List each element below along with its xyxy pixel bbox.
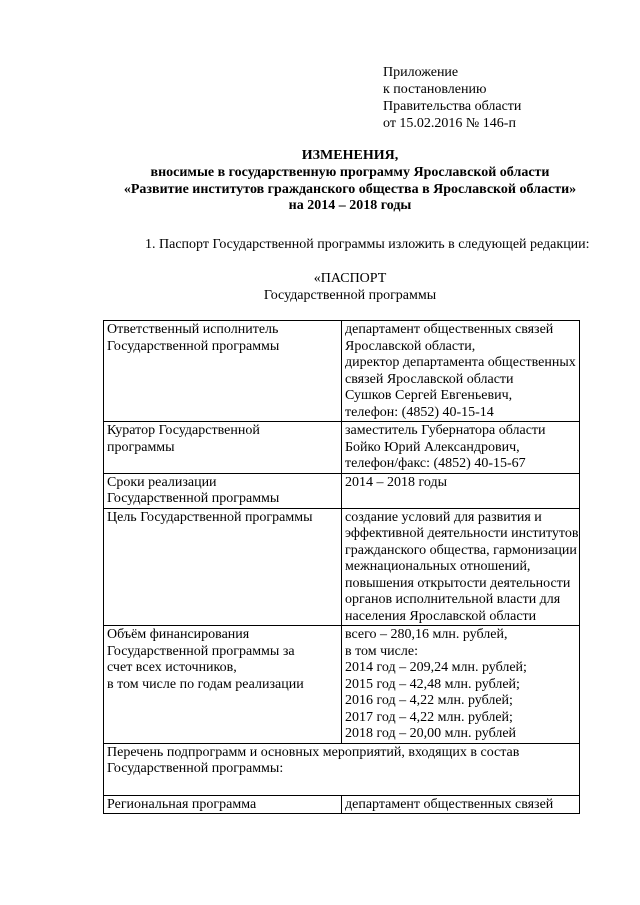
cell-line: Сушков Сергей Евгеньевич, [345,388,513,403]
cell-line: межнациональных отношений, [345,559,531,574]
cell-line: связей Ярославской области [345,371,514,387]
cell-line: Государственной программы [107,491,280,506]
table-cell-label [104,508,342,626]
passport-subtitle-line: Государственной программы [263,288,437,303]
table-row [104,473,580,508]
cell-line: заместитель Губернатора области [345,423,546,438]
heading-title: ИЗМЕНЕНИЯ, [301,148,399,163]
table-row [104,626,580,744]
cell-line: повышения открытости деятельности [345,575,571,591]
cell-line: гражданского общества, гармонизации [345,542,577,558]
cell-line: органов исполнительной власти для [345,592,561,607]
table-cell-value [342,422,580,474]
cell-line: Региональная программа [107,796,257,812]
cell-line: телефон: (4852) 40-15-14 [345,404,494,420]
appendix-block [383,64,521,132]
cell-line: Куратор Государственной [107,423,260,438]
table-cell-label [104,422,342,474]
cell-line: Перечень подпрограмм и основных мероприятий, входящих в состав [107,744,520,760]
cell-line: Сроки реализации [107,474,217,490]
table-row [104,795,580,814]
table-cell-full [104,743,580,795]
heading-line: «Развитие институтов гражданского общества в Ярославской области» [123,181,577,197]
table-cell-label [104,473,342,508]
cell-line: Государственной программы [107,338,280,354]
appendix-line: Правительства области [383,99,522,114]
cell-line: 2016 год – 4,22 млн. рублей; [345,693,513,708]
heading-line: вносимые в государственную программу Ярославской области [150,164,550,180]
cell-line: 2017 год – 4,22 млн. рублей; [345,709,513,725]
table-cell-value [342,508,580,626]
table-row [104,321,580,422]
cell-line: 2015 год – 42,48 млн. рублей; [345,676,520,692]
passport-title [100,270,600,304]
cell-line: в том числе по годам реализации [107,676,304,692]
table-cell-label [104,626,342,744]
cell-line: программы [107,439,175,455]
passport-table [103,320,580,814]
table-cell-value [342,321,580,422]
cell-line: Ответственный исполнитель [107,322,279,337]
cell-line: Объём финансирования [107,627,250,642]
cell-line: 2014 год – 209,24 млн. рублей; [345,660,527,675]
cell-line: эффективной деятельности институтов [345,526,579,541]
appendix-line: к постановлению [383,82,487,97]
cell-line: создание условий для развития и [345,509,542,525]
cell-line: Цель Государственной программы [107,509,313,525]
appendix-line: Приложение [383,65,459,80]
document-heading [100,148,600,215]
table-cell-label [104,321,342,422]
table-cell-value [342,473,580,508]
cell-line: счет всех источников, [107,660,237,675]
cell-line: директор департамента общественных [345,355,576,370]
cell-line: Государственной программы за [107,643,295,659]
table-cell-value [342,795,580,814]
cell-line: департамент общественных связей [345,796,554,812]
table-cell-value [342,626,580,744]
cell-line: 2018 год – 20,00 млн. рублей [345,726,517,741]
table-cell-label [104,795,342,814]
body-paragraph: 1. Паспорт Государственной программы изложить в следующей редакции: [145,237,590,252]
cell-line: Бойко Юрий Александрович, [345,439,520,455]
cell-line: Ярославской области, [345,338,476,354]
heading-line: на 2014 – 2018 годы [288,198,412,214]
cell-line: департамент общественных связей [345,322,554,337]
table-row [104,422,580,474]
table-row-full [104,743,580,795]
cell-line: 2014 – 2018 годы [345,474,448,490]
cell-line: Государственной программы: [107,761,284,776]
appendix-date-line: от 15.02.2016 № 146-п [383,116,516,131]
cell-line: населения Ярославской области [345,608,537,624]
cell-line: телефон/факс: (4852) 40-15-67 [345,456,526,471]
cell-line: всего – 280,16 млн. рублей, [345,627,508,642]
table-row [104,508,580,626]
passport-title-line: «ПАСПОРТ [313,271,387,286]
cell-line: в том числе: [345,643,418,659]
